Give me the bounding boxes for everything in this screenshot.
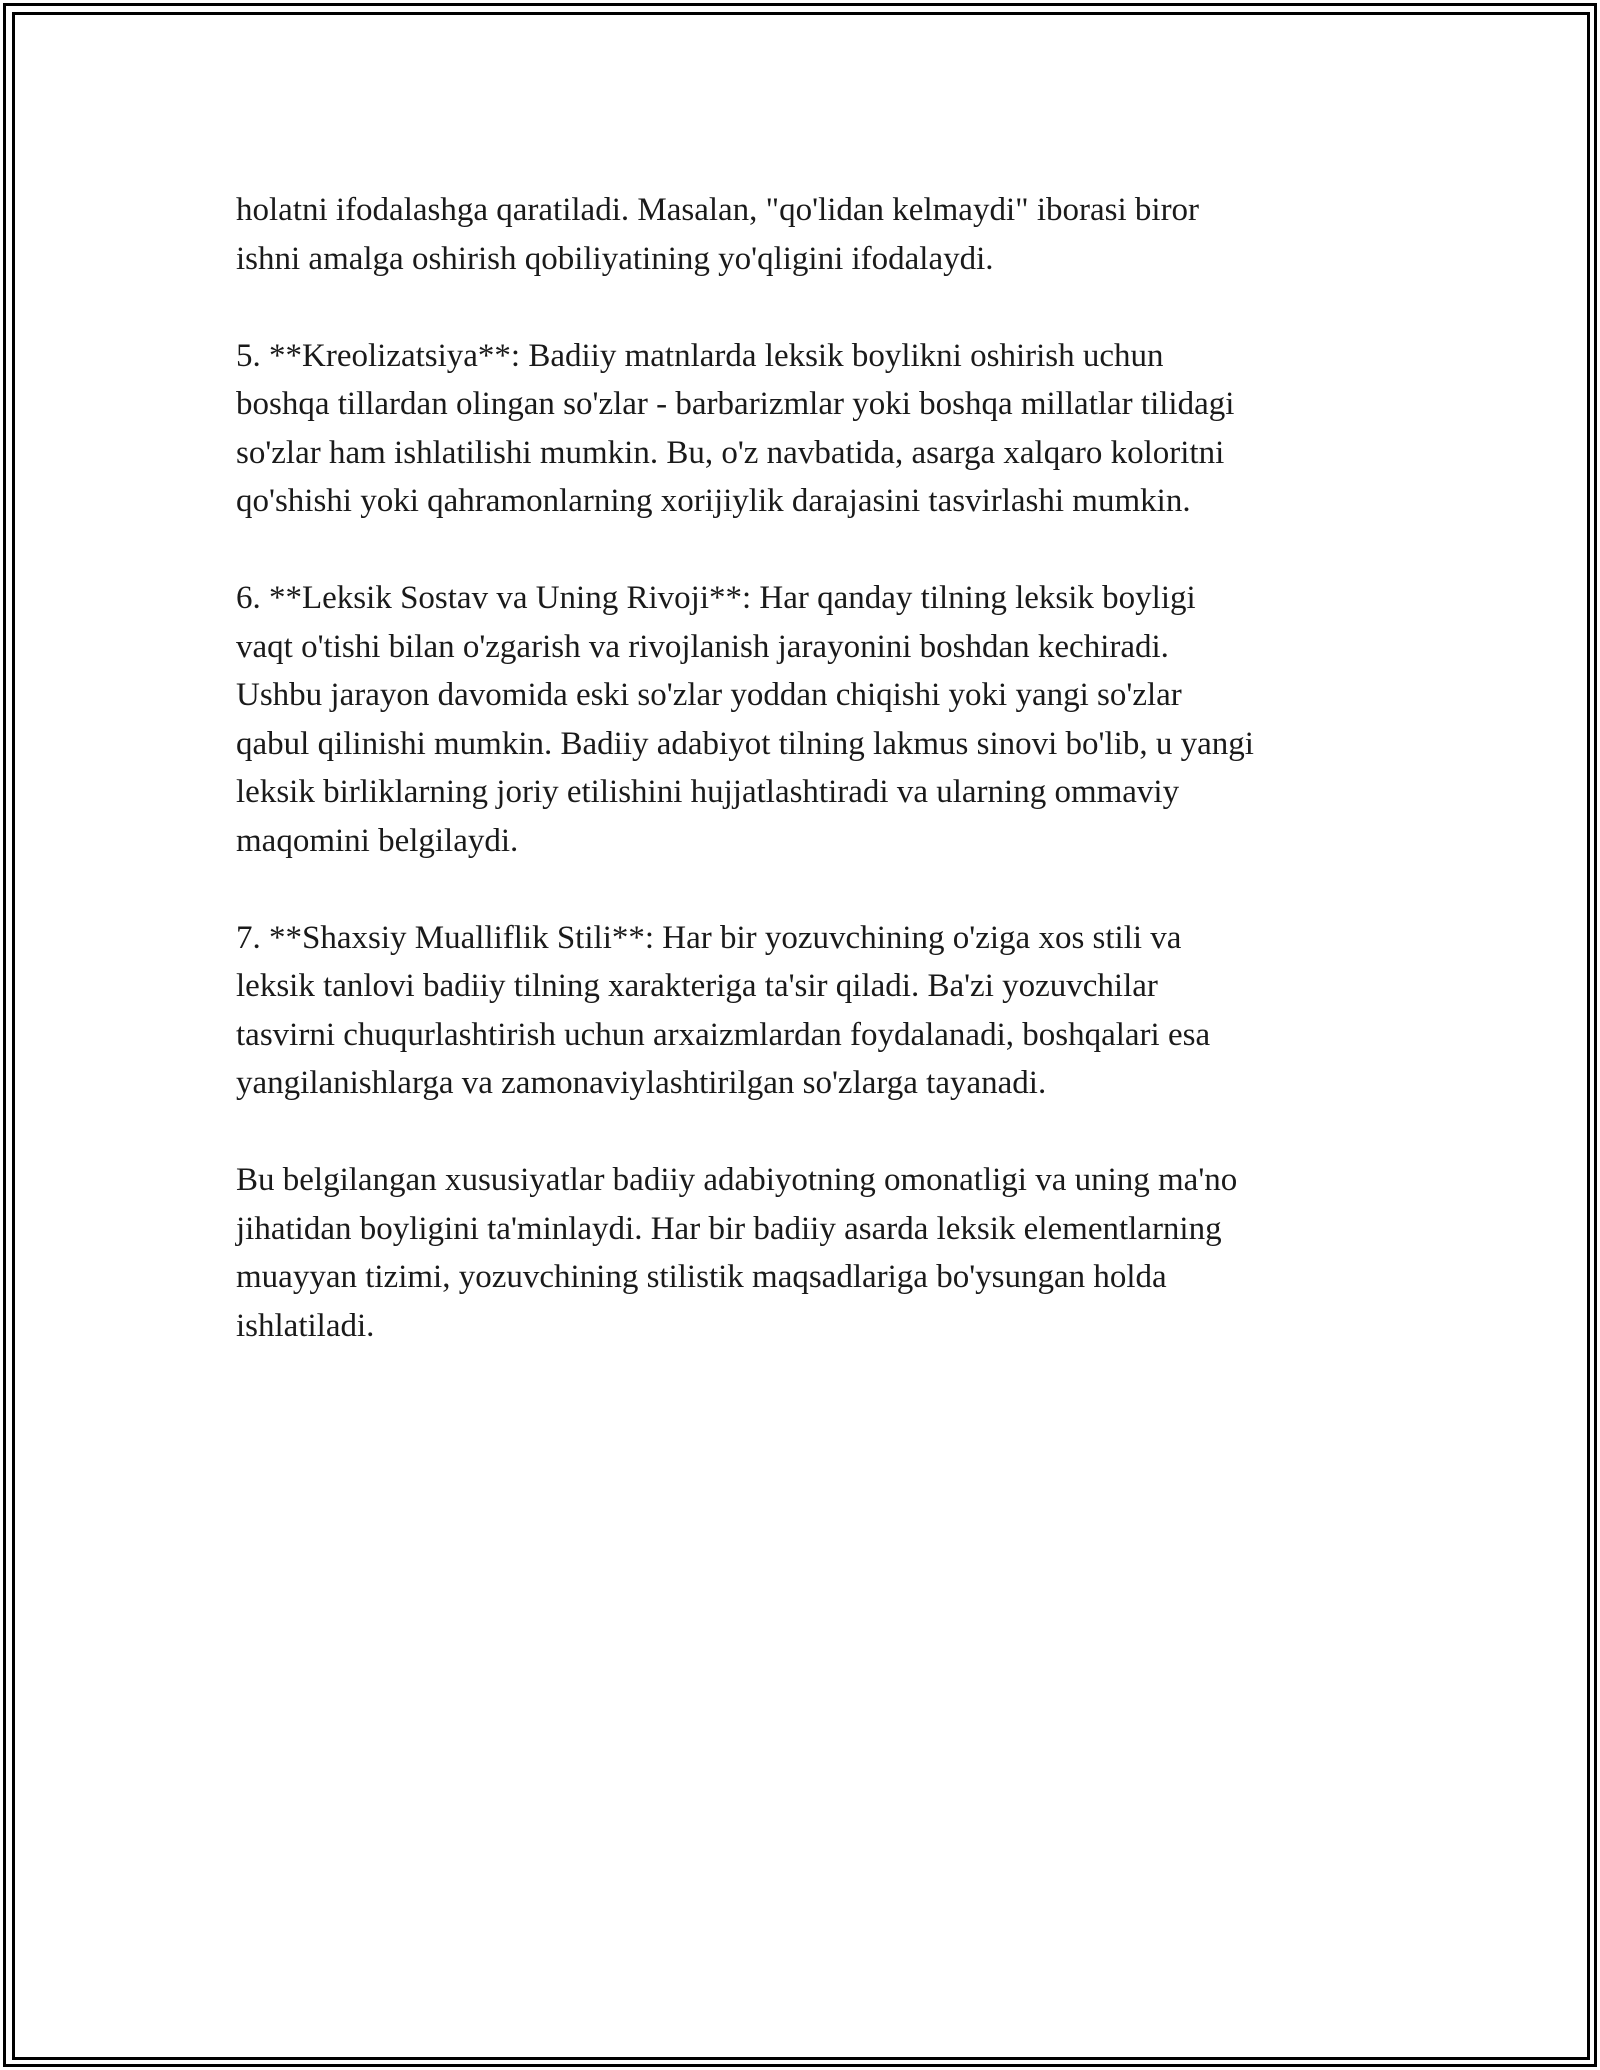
text-line: maqomini belgilaydi. — [236, 822, 519, 859]
paragraph-leksik-sostav — [236, 574, 1376, 865]
paragraph-kreolizatsiya — [236, 332, 1376, 526]
paragraph-continuation — [236, 186, 1376, 283]
text-line: qo'shishi yoki qahramonlarning xorijiylik darajasini tasvirlashi mumkin. — [236, 483, 1191, 519]
text-line: boshqa tillardan olingan so'zlar - barbarizmlar yoki boshqa millatlar tilidagi — [236, 386, 1235, 422]
text-line: so'zlar ham ishlatilishi mumkin. Bu, o'z navbatida, asarga xalqaro koloritni — [236, 434, 1225, 471]
text-line: Bu belgilangan xususiyatlar badiiy adabiyotning omonatligi va uning ma'no — [236, 1162, 1238, 1198]
text-line: 5. **Kreolizatsiya**: Badiiy matnlarda leksik boylikni oshirish uchun — [236, 337, 1164, 374]
text-line: yangilanishlarga va zamonaviylashtirilgan so'zlarga tayanadi. — [236, 1065, 1047, 1101]
text-line: muayyan tizimi, yozuvchining stilistik maqsadlariga bo'ysungan holda — [236, 1259, 1167, 1295]
text-line: vaqt o'tishi bilan o'zgarish va rivojlanish jarayonini boshdan kechiradi. — [236, 628, 1169, 665]
paragraph-conclusion — [236, 1156, 1376, 1350]
document-body — [236, 186, 1376, 1399]
text-line: leksik tanlovi badiiy tilning xarakteriga ta'sir qiladi. Ba'zi yozuvchilar — [236, 968, 1158, 1004]
text-line: 7. **Shaxsiy Mualliflik Stili**: Har bir yozuvchining o'ziga xos stili va — [236, 919, 1182, 956]
text-line: holatni ifodalashga qaratiladi. Masalan, "qo'lidan kelmaydi" iborasi biror — [236, 192, 1200, 228]
text-line: ishlatiladi. — [236, 1307, 375, 1344]
text-line: jihatidan boyligini ta'minlaydi. Har bir badiiy asarda leksik elementlarning — [236, 1210, 1222, 1247]
text-line: tasvirni chuqurlashtirish uchun arxaizmlardan foydalanadi, boshqalari esa — [236, 1016, 1211, 1053]
text-line: ishni amalga oshirish qobiliyatining yo'qligini ifodalaydi. — [236, 240, 994, 277]
text-line: leksik birliklarning joriy etilishini hujjatlashtiradi va ularning ommaviy — [236, 774, 1180, 810]
text-line: Ushbu jarayon davomida eski so'zlar yoddan chiqishi yoki yangi so'zlar — [236, 677, 1182, 713]
paragraph-mualliflik-stili — [236, 914, 1376, 1108]
text-line: qabul qilinishi mumkin. Badiiy adabiyot tilning lakmus sinovi bo'lib, u yangi — [236, 725, 1254, 762]
text-line: 6. **Leksik Sostav va Uning Rivoji**: Har qanday tilning leksik boyligi — [236, 580, 1196, 616]
